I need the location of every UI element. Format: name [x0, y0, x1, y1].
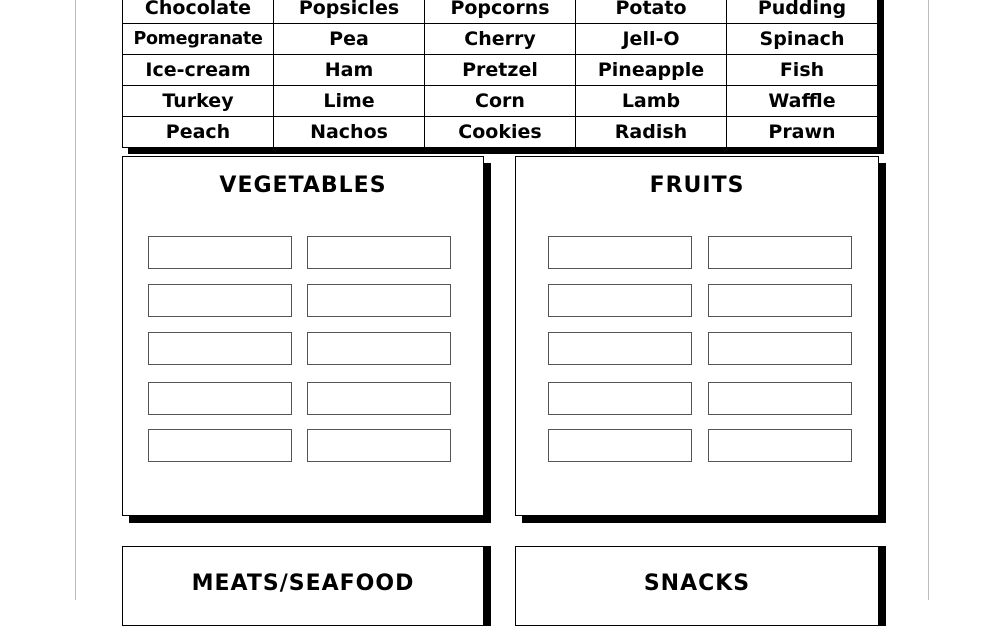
- word-cell: Popcorns: [425, 0, 576, 24]
- word-cell: Cherry: [425, 24, 576, 55]
- fruits-box: [515, 156, 879, 516]
- word-cell: Chocolate: [123, 0, 274, 24]
- fruits-answer-field[interactable]: [548, 429, 692, 462]
- word-bank-row: [123, 0, 878, 24]
- word-cell: Pineapple: [576, 55, 727, 86]
- word-cell: Ham: [274, 55, 425, 86]
- word-cell: Prawn: [727, 117, 878, 148]
- fruits-title: FRUITS: [649, 173, 745, 198]
- word-cell: Waffle: [727, 86, 878, 117]
- vegetables-answer-field[interactable]: [148, 332, 292, 365]
- vegetables-answer-field[interactable]: [148, 236, 292, 269]
- word-cell: Fish: [727, 55, 878, 86]
- word-bank-row: [123, 55, 878, 86]
- page-edge-left: [75, 0, 76, 600]
- word-cell: Lamb: [576, 86, 727, 117]
- word-cell: Pea: [274, 24, 425, 55]
- word-cell: Pretzel: [425, 55, 576, 86]
- vegetables-answer-field[interactable]: [307, 284, 451, 317]
- fruits-answer-field[interactable]: [708, 284, 852, 317]
- word-cell: Popsicles: [274, 0, 425, 24]
- page-edge-right: [928, 0, 929, 600]
- meats-seafood-title: MEATS/SEAFOOD: [191, 571, 415, 596]
- word-cell: Turkey: [123, 86, 274, 117]
- fruits-answer-field[interactable]: [548, 236, 692, 269]
- vegetables-answer-field[interactable]: [307, 332, 451, 365]
- word-bank-row: [123, 24, 878, 55]
- fruits-answer-field[interactable]: [708, 429, 852, 462]
- word-cell: Spinach: [727, 24, 878, 55]
- fruits-answer-field[interactable]: [708, 382, 852, 415]
- word-cell: Corn: [425, 86, 576, 117]
- word-cell: Ice-cream: [123, 55, 274, 86]
- fruits-answer-field[interactable]: [548, 284, 692, 317]
- word-cell: Peach: [123, 117, 274, 148]
- word-cell: Jell-O: [576, 24, 727, 55]
- vegetables-title: VEGETABLES: [219, 173, 387, 198]
- word-cell: Pudding: [727, 0, 878, 24]
- fruits-answer-field[interactable]: [548, 382, 692, 415]
- vegetables-answer-field[interactable]: [307, 429, 451, 462]
- vegetables-answer-field[interactable]: [307, 236, 451, 269]
- snacks-title: SNACKS: [643, 571, 751, 596]
- word-cell: Lime: [274, 86, 425, 117]
- vegetables-answer-field[interactable]: [307, 382, 451, 415]
- snacks-box: [515, 546, 879, 626]
- word-cell: Cookies: [425, 117, 576, 148]
- word-cell: Pomegranate: [123, 24, 274, 55]
- word-bank-row: [123, 117, 878, 148]
- word-bank-row: [123, 86, 878, 117]
- word-bank-table: [122, 0, 878, 148]
- fruits-answer-field[interactable]: [708, 332, 852, 365]
- meats-seafood-box: [122, 546, 484, 626]
- word-cell: Potato: [576, 0, 727, 24]
- fruits-answer-field[interactable]: [708, 236, 852, 269]
- vegetables-answer-field[interactable]: [148, 284, 292, 317]
- word-cell: Radish: [576, 117, 727, 148]
- fruits-answer-field[interactable]: [548, 332, 692, 365]
- vegetables-box: [122, 156, 484, 516]
- vegetables-answer-field[interactable]: [148, 382, 292, 415]
- vegetables-answer-field[interactable]: [148, 429, 292, 462]
- word-cell: Nachos: [274, 117, 425, 148]
